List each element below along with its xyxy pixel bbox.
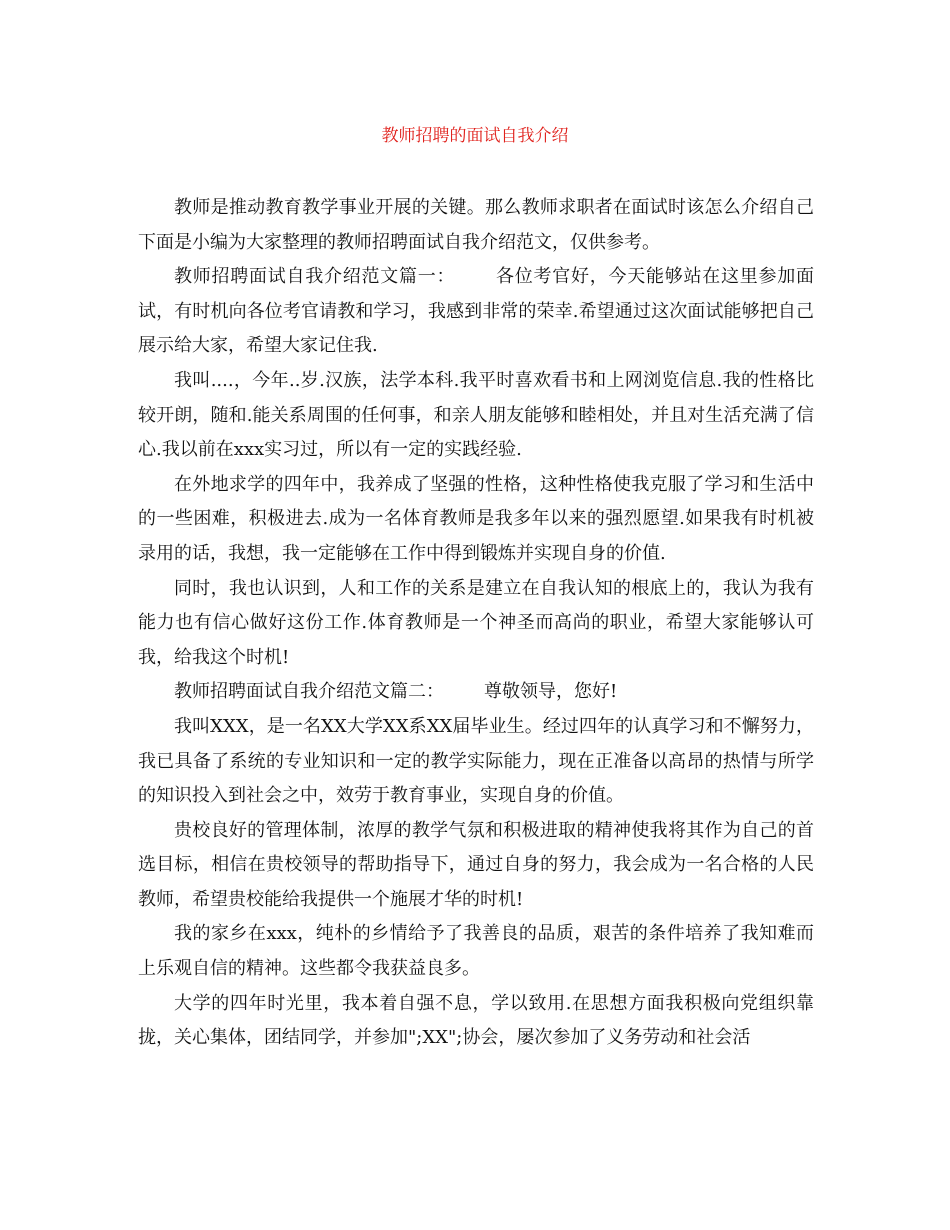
paragraph-school-goal: 贵校良好的管理体制，浓厚的教学气氛和积极进取的精神使我将其作为自己的首选目标，相信在贵校领导的帮助指导下，通过自身的努力，我会成为一名合格的人民教师，希望贵校能给我提供一个施展才华的时机! xyxy=(138,819,814,910)
paragraph-self-awareness: 同时，我也认识到，人和工作的关系是建立在自我认知的根底上的，我认为我有能力也有信心做好这份工作.体育教师是一个神圣而高尚的职业，希望大家能够认可我，给我这个时机! xyxy=(138,577,814,668)
paragraph-graduate: 我叫XXX，是一名XX大学XX系XX届毕业生。经过四年的认真学习和不懈努力，我已具备了系统的专业知识和一定的教学实际能力，现在正准备以高昂的热情与所学的知识投入到社会之中，效劳于教育事业，实现自身的价值。 xyxy=(138,715,814,807)
paragraph-sample-two xyxy=(138,675,814,710)
paragraph-university-years: 大学的四年时光里，我本着自强不息，学以致用.在思想方面我积极向党组织靠拢，关心集体，团结同学，并参加";XX";协会，屡次参加了义务劳动和社会活 xyxy=(138,992,814,1049)
sample-two-heading: 教师招聘面试自我介绍范文篇二： xyxy=(174,681,444,703)
paragraph-self-info: 我叫....，今年..岁.汉族，法学本科.我平时喜欢看书和上网浏览信息.我的性格比较开朗，随和.能关系周围的任何事，和亲人朋友能够和睦相处，并且对生活充满了信心.我以前在xxx实习过，所以有一定的实践经验. xyxy=(138,369,814,461)
paragraph-sample-one xyxy=(138,260,814,364)
paragraph-study-abroad: 在外地求学的四年中，我养成了坚强的性格，这种性格使我克服了学习和生活中的一些困难，积极进去.成为一名体育教师是我多年以来的强烈愿望.如果我有时机被录用的话，我想，我一定能够在工作中得到锻炼并实现自身的价值. xyxy=(138,473,814,564)
document-title: 教师招聘的面试自我介绍 xyxy=(381,126,569,146)
sample-one-text: 各位考官好，今天能够站在这里参加面试，有时机向各位考官请教和学习，我感到非常的荣幸.希望通过这次面试能够把自己展示给大家，希望大家记住我. xyxy=(138,266,814,357)
sample-one-heading: 教师招聘面试自我介绍范文篇一： xyxy=(174,266,456,288)
paragraph-intro: 教师是推动教育教学事业开展的关键。那么教师求职者在面试时该怎么介绍自己下面是小编为大家整理的教师招聘面试自我介绍范文，仅供参考。 xyxy=(138,197,814,253)
paragraph-hometown: 我的家乡在xxx，纯朴的乡情给予了我善良的品质，艰苦的条件培养了我知难而上乐观自信的精神。这些都令我获益良多。 xyxy=(138,923,814,980)
document-body xyxy=(138,191,814,1056)
sample-two-text: 尊敬领导，您好! xyxy=(484,681,618,703)
